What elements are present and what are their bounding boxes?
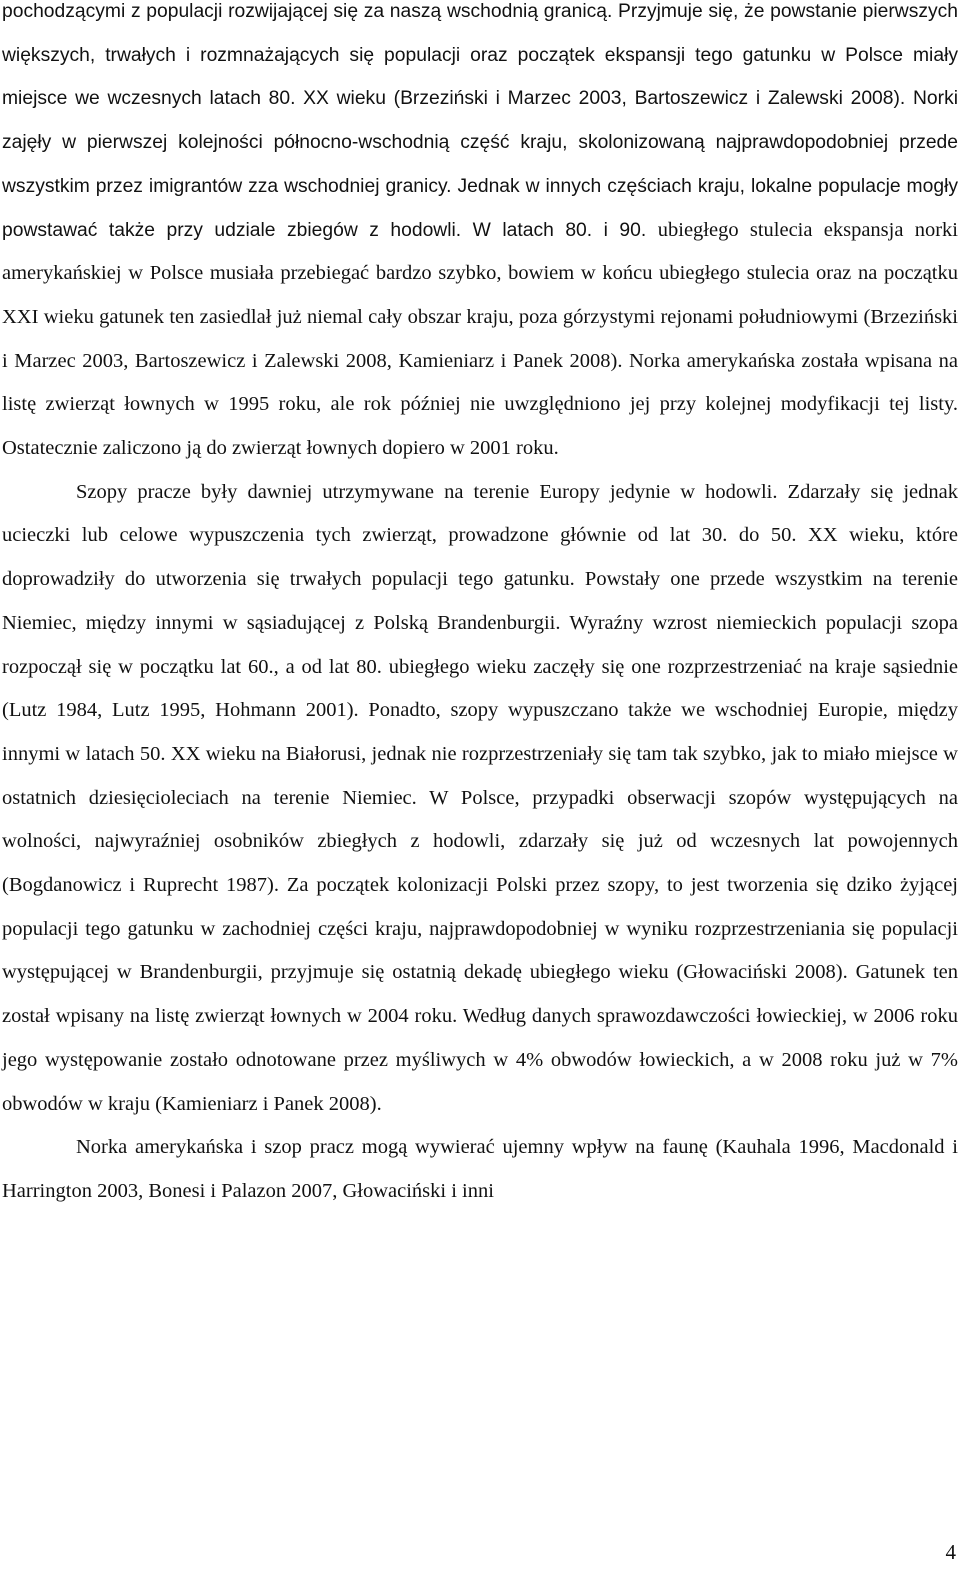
paragraph-3-run-1: Norka amerykańska i szop pracz mogą wywierać ujemny wpływ na faunę (Kauhala 1996, Macdonald i Harrington 2003, Bonesi i Palazon 2007, Głowaciński i inni (2, 1136, 958, 1202)
paragraph-2 (2, 471, 958, 1127)
paragraph-1-run-1: pochodzącymi z populacji rozwijającej się za naszą wschodnią granicą. Przyjmuje się, że powstanie pierwszych większych, trwałych i rozmnażających się populacji oraz początek ekspansji tego gatunku w Polsce miały miejsce we wczesnych latach 80. XX wieku (Brzeziński i Marzec 2003, Bartoszewicz i Zalewski 2008). Norki zajęły w pierwszej kolejności północno-wschodnią część kraju, skolonizowaną najprawdopodobniej przede wszystkim przez imigrantów zza wschodniej granicy. Jednak w innych częściach kraju, lokalne populacje mogły powstawać także przy udziale zbiegów z hodowli. W latach 80. i 90. (2, 1, 958, 241)
paragraph-1 (2, 0, 958, 471)
page-number: 4 (945, 1540, 956, 1564)
paragraph-1-run-2: ubiegłego stulecia ekspansja norki amerykańskiej w Polsce musiała przebiegać bardzo szybko, bowiem w końcu ubiegłego stulecia oraz na początku XXI wieku gatunek ten zasiedlał już niemal cały obszar kraju, poza górzystymi rejonami południowymi (Brzeziński i Marzec 2003, Bartoszewicz i Zalewski 2008, Kamieniarz i Panek 2008). Norka amerykańska została wpisana na listę zwierząt łownych w 1995 roku, ale rok później nie uwzględniono jej przy kolejnej modyfikacji tej listy. Ostatecznie zaliczono ją do zwierząt łownych dopiero w 2001 roku. (2, 218, 958, 460)
paragraph-3 (2, 1126, 958, 1213)
paragraph-2-run-1: Szopy pracze były dawniej utrzymywane na terenie Europy jedynie w hodowli. Zdarzały się jednak ucieczki lub celowe wypuszczenia tych zwierząt, prowadzone głównie od lat 30. do 50. XX wieku, które doprowadziły do utworzenia się trwałych populacji tego gatunku. Powstały one przede wszystkim na terenie Niemiec, między innymi w sąsiadującej z Polską Brandenburgii. Wyraźny wzrost niemieckich populacji szopa rozpoczął się w początku lat 60., a od lat 80. ubiegłego wieku zaczęły się one rozprzestrzeniać na kraje sąsiednie (Lutz 1984, Lutz 1995, Hohmann 2001). Ponadto, szopy wypuszczano także we wschodniej Europie, między innymi w latach 50. XX wieku na Białorusi, jednak nie rozprzestrzeniały się tam tak szybko, jak to miało miejsce w ostatnich dziesięcioleciach na terenie Niemiec. W Polsce, przypadki obserwacji szopów występujących na wolności, najwyraźniej osobników zbiegłych z hodowli, zdarzały się już od wczesnych lat powojennych (Bogdanowicz i Ruprecht 1987). Za początek kolonizacji Polski przez szopy, to jest tworzenia się dziko żyjącej populacji tego gatunku w zachodniej części kraju, najprawdopodobniej w wyniku rozprzestrzeniania się populacji występującej w Brandenburgii, przyjmuje się ostatnią dekadę ubiegłego wieku (Głowaciński 2008). Gatunek ten został wpisany na listę zwierząt łownych w 2004 roku. Według danych sprawozdawczości łowieckiej, w 2006 roku jego występowanie zostało odnotowane przez myśliwych w 4% obwodów łowieckich, a w 2008 roku już w 7% obwodów w kraju (Kamieniarz i Panek 2008). (2, 480, 958, 1115)
